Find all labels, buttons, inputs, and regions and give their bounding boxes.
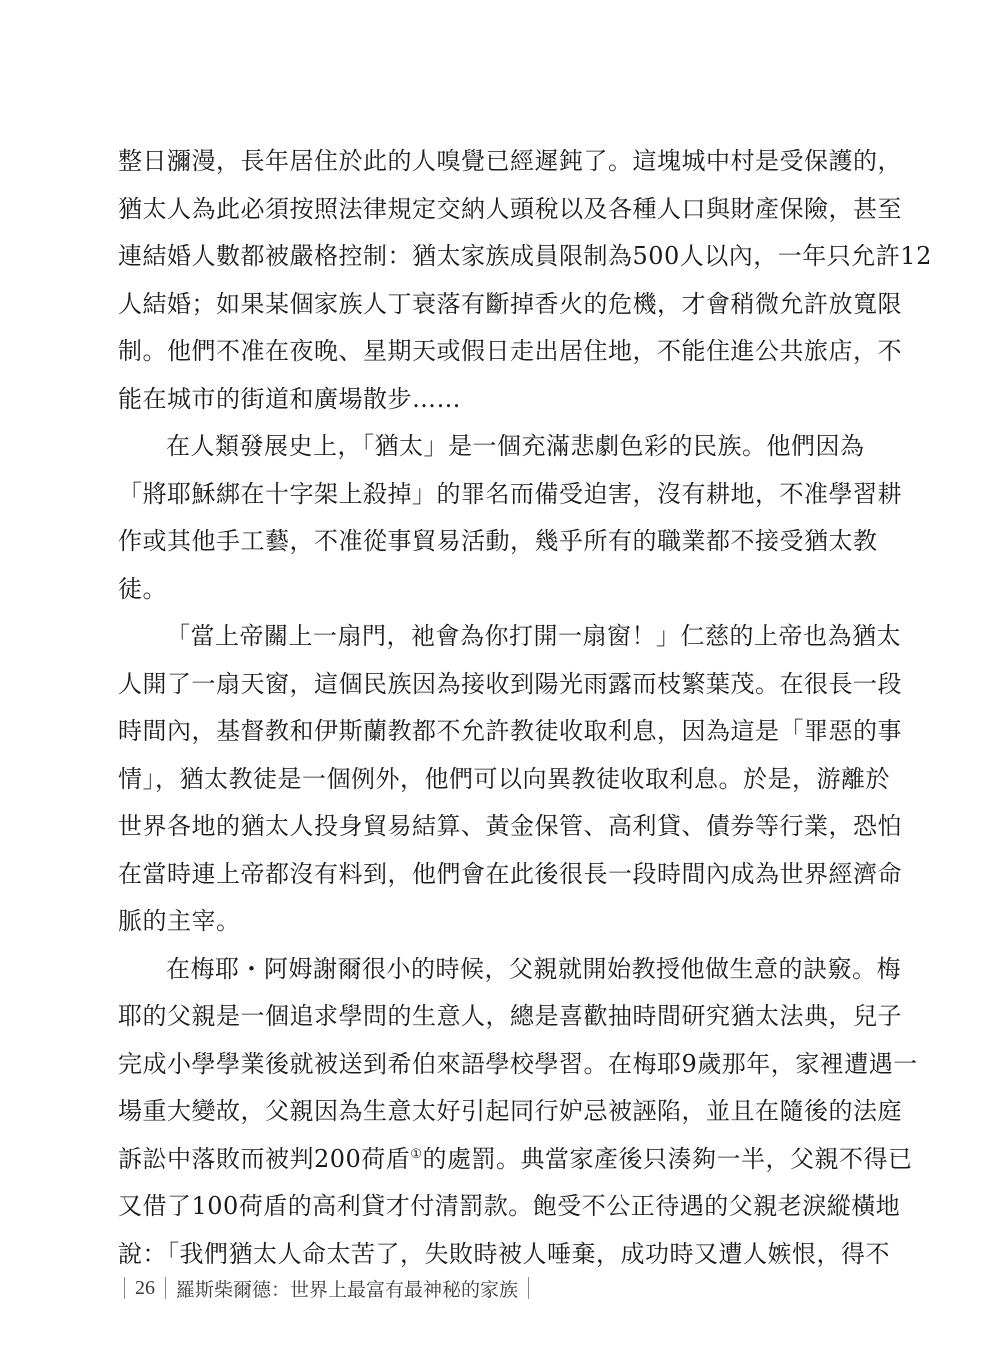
text-line (118, 661, 902, 709)
footer-divider (124, 1277, 125, 1299)
footnote-marker: ① (410, 1146, 423, 1162)
text-line (118, 1183, 901, 1231)
text-line (118, 1136, 913, 1184)
line-text: 整日瀰漫，長年居住於此的人嗅覺已經遲鈍了。這塊城中村是受保護的， (118, 147, 902, 175)
line-text: 人結婚；如果某個家族人丁衰落有斷掉香火的危機，才會稍微允許放寬限 (118, 289, 902, 318)
text-line (118, 281, 902, 329)
line-text: 能在城市的街道和廣場散步…… (118, 384, 461, 413)
text-line (118, 138, 902, 186)
line-text: 訴訟中落敗而被判200荷盾 (118, 1144, 411, 1173)
footer-divider (165, 1277, 166, 1299)
line-text: 在人類發展史上，「猶太」是一個充滿悲劇色彩的民族。他們因為 (166, 432, 865, 460)
running-title: 羅斯柴爾德：世界上最富有最神秘的家族 (176, 1278, 519, 1301)
footer-divider (528, 1277, 529, 1299)
text-line (118, 566, 850, 614)
line-text: 連結婚人數都被嚴格控制：猶太家族成員限制為500人以內，一年只允許12 (118, 242, 932, 270)
line-text: 耶的父親是一個追求學問的生意人，總是喜歡抽時間研究猶太法典，兒子 (118, 1002, 902, 1030)
line-text: 「將耶穌綁在十字架上殺掉」的罪名而備受迫害，沒有耕地，不准學習耕 (118, 479, 902, 508)
text-line (118, 328, 902, 376)
text-line (118, 898, 850, 946)
line-text: 世界各地的猶太人投身貿易結算、黃金保管、高利貸、債券等行業，恐怕 (118, 812, 902, 840)
text-line (118, 186, 902, 234)
line-text-continued: 的處罰。典當家產後只湊夠一半，父親不得已 (422, 1144, 913, 1173)
line-text: 徒。 (118, 574, 167, 603)
text-line (118, 613, 901, 661)
line-text: 情」，猶太教徒是一個例外，他們可以向異教徒收取利息。於是，游離於 (118, 764, 890, 793)
text-line (118, 993, 902, 1041)
text-line (118, 708, 902, 756)
text-line (118, 233, 932, 281)
line-text: 脈的主宰。 (118, 907, 241, 935)
text-line (118, 1088, 902, 1136)
page-footer (114, 1275, 539, 1301)
text-line (118, 851, 902, 899)
line-text: 時間內，基督教和伊斯蘭教都不允許教徒收取利息，因為這是「罪惡的事 (118, 717, 902, 745)
text-line (118, 1041, 918, 1089)
line-text: 人開了一扇天窗，這個民族因為接收到陽光雨露而枝繁葉茂。在很長一段 (118, 669, 902, 698)
line-text: 完成小學學業後就被送到希伯來語學校學習。在梅耶9歲那年，家裡遭遇一 (118, 1049, 918, 1078)
line-text: 在當時連上帝都沒有料到，他們會在此後很長一段時間內成為世界經濟命 (118, 859, 902, 888)
line-text: 作或其他手工藝，不准從事貿易活動，幾乎所有的職業都不接受猶太教 (118, 527, 878, 555)
text-line (118, 518, 878, 566)
text-line (118, 471, 902, 519)
line-text: 又借了100荷盾的高利貸才付清罰款。飽受不公正待遇的父親老淚縱橫地 (118, 1192, 901, 1220)
page-body (118, 138, 932, 1278)
line-text: 場重大變故，父親因為生意太好引起同行妒忌被誣陷，並且在隨後的法庭 (118, 1097, 902, 1125)
text-line (118, 946, 901, 994)
line-text: 制。他們不准在夜晚、星期天或假日走出居住地，不能住進公共旅店，不 (118, 337, 902, 365)
line-text: 在梅耶・阿姆謝爾很小的時候，父親就開始教授他做生意的訣竅。梅 (166, 954, 901, 983)
page-number: 26 (135, 1276, 155, 1299)
text-line (118, 1231, 890, 1279)
text-line (118, 376, 850, 424)
text-line (118, 803, 902, 851)
line-text: 「當上帝關上一扇門，祂會為你打開一扇窗！」仁慈的上帝也為猶太 (166, 622, 901, 650)
line-text: 猶太人為此必須按照法律規定交納人頭稅以及各種人口與財產保險，甚至 (118, 194, 902, 223)
text-line (118, 756, 890, 804)
line-text: 說：「我們猶太人命太苦了，失敗時被人唾棄，成功時又遭人嫉恨，得不 (118, 1239, 890, 1268)
text-line (118, 423, 865, 471)
